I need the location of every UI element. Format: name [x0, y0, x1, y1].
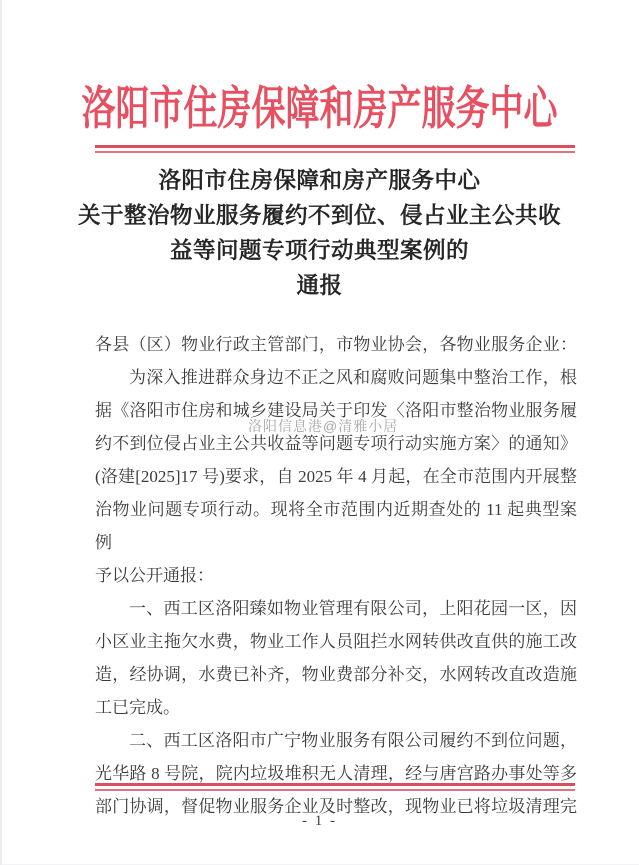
- body-line: 治物业问题专项行动。现将全市范围内近期查处的 11 起典型案例: [95, 500, 577, 552]
- footer-double-rule: [95, 783, 575, 791]
- body-line: 造，经协调，水费已补齐，物业费部分补交，水网转改直改造施: [95, 665, 577, 684]
- letterhead: [0, 72, 639, 136]
- letterhead-double-rule: [95, 145, 575, 153]
- document-body: [95, 328, 577, 823]
- body-line: 据《洛阳市住房和城乡建设局关于印发〈洛阳市整治物业服务履: [95, 401, 577, 420]
- rule-thick-line: [95, 783, 575, 786]
- body-line: (洛建[2025]17 号)要求，自 2025 年 4 月起，在全市范围内开展整: [95, 467, 577, 486]
- title-line: 益等问题专项行动典型案例的: [169, 238, 469, 263]
- page-number: - 1 -: [302, 813, 337, 829]
- body-line: 工已完成。: [95, 698, 180, 717]
- rule-thin-line: [95, 789, 575, 791]
- rule-thick-line: [95, 145, 575, 148]
- body-line: 二、西工区洛阳市广宁物业服务有限公司履约不到位问题，: [129, 731, 577, 750]
- title-line: 通报: [296, 273, 343, 298]
- document-title: [40, 163, 599, 303]
- body-line: 部门协调，督促物业服务企业及时整改，现物业已将垃圾清理完: [95, 797, 577, 816]
- watermark: 洛阳信息港@清雅小居: [248, 418, 399, 434]
- title-line: 关于整治物业服务履约不到位、侵占业主公共收: [77, 203, 561, 228]
- letterhead-org-name: 洛阳市住房保障和房产服务中心: [81, 84, 558, 135]
- body-line: 光华路 8 号院，院内垃圾堆积无人清理，经与唐宫路办事处等多: [95, 764, 577, 783]
- salutation-line: 各县（区）物业行政主管部门，市物业协会，各物业服务企业：: [95, 335, 577, 354]
- body-line: 予以公开通报：: [95, 566, 214, 585]
- body-line: 约不到位侵占业主公共收益等问题专项行动实施方案〉的通知》: [95, 434, 577, 453]
- body-line: 一、西工区洛阳臻如物业管理有限公司，上阳花园一区，因: [129, 599, 577, 618]
- rule-thin-line: [95, 151, 575, 153]
- body-line: 小区业主拖欠水费，物业工作人员阻拦水网转供改直供的施工改: [95, 632, 577, 651]
- body-line: 为深入推进群众身边不正之风和腐败问题集中整治工作，根: [129, 368, 577, 387]
- title-line: 洛阳市住房保障和房产服务中心: [158, 168, 481, 193]
